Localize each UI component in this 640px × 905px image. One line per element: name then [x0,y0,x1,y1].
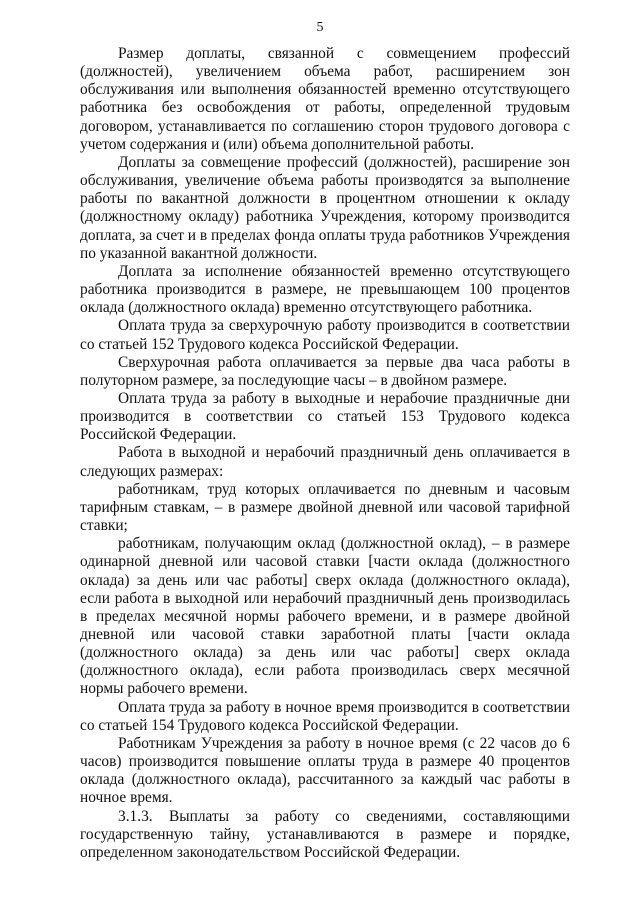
paragraph-holiday-intro: Работа в выходной и нерабочий праздничный день оплачивается в следующих размерах: [80,444,570,480]
document-body [80,45,570,862]
paragraph-holiday-hourly: работникам, труд которых оплачивается по дневным и часовым тарифным ставкам, – в размере двойной дневной или часовой тарифной ставки; [80,480,570,535]
paragraph-combination-surcharge: Размер доплаты, связанной с совмещением профессий (должностей), увеличением объема работ, расширением зон обслуживания или выполнения обязанностей временно отсутствующего работника без освобождения от работы, определенной трудовым договором, устанавливается по соглашению сторон трудового договора с учетом содержания и (или) объема дополнительной работы. [80,45,570,153]
paragraph-night-rate: Работникам Учреждения за работу в ночное время (с 22 часов до 6 часов) производится повышение оплаты труда в размере 40 процентов оклада (должностного оклада), рассчитанного за каждый час работы в ночное время. [80,734,570,807]
paragraph-night-law: Оплата труда за работу в ночное время производится в соответствии со статьей 154 Трудового кодекса Российской Федерации. [80,698,570,734]
paragraph-vacancy-surcharge: Доплаты за совмещение профессий (должностей), расширение зон обслуживания, увеличение объема работы производятся за выполнение работы по вакантной должности в процентном отношении к окладу (должностному окладу) работника Учреждения, которому производится доплата, за счет и в пределах фонда оплаты труда работников Учреждения по указанной вакантной должности. [80,153,570,262]
paragraph-holiday-law: Оплата труда за работу в выходные и нерабочие праздничные дни производится в соответствии со статьей 153 Трудового кодекса Российской Федерации. [80,389,570,444]
page-number: 5 [316,20,324,35]
paragraph-overtime-law: Оплата труда за сверхурочную работу производится в соответствии со статьей 152 Трудового кодекса Российской Федерации. [80,317,570,353]
paragraph-absent-worker-surcharge: Доплата за исполнение обязанностей временно отсутствующего работника производится в размере, не превышающем 100 процентов оклада (должностного оклада) временно отсутствующего работника. [80,262,570,317]
paragraph-overtime-rates: Сверхурочная работа оплачивается за первые два часа работы в полуторном размере, за последующие часы – в двойном размере. [80,353,570,389]
paragraph-state-secret: 3.1.3. Выплаты за работу со сведениями, составляющими государственную тайну, устанавливаются в размере и порядке, определенном законодательством Российской Федерации. [80,807,570,861]
paragraph-holiday-salaried: работникам, получающим оклад (должностной оклад), – в размере одинарной дневной или часовой ставки [части оклада (должностного оклада) за день или час работы] сверх оклада (должностного оклада), если работа в выходной или нерабочий праздничный день производилась в пределах месячной нормы рабочего времени, и в размере двойной дневной или часовой ставки заработной платы [части оклада (должностного оклада) за день или час работы] сверх оклада (должностного оклада), если работа производилась сверх месячной нормы рабочего времени. [80,535,570,698]
